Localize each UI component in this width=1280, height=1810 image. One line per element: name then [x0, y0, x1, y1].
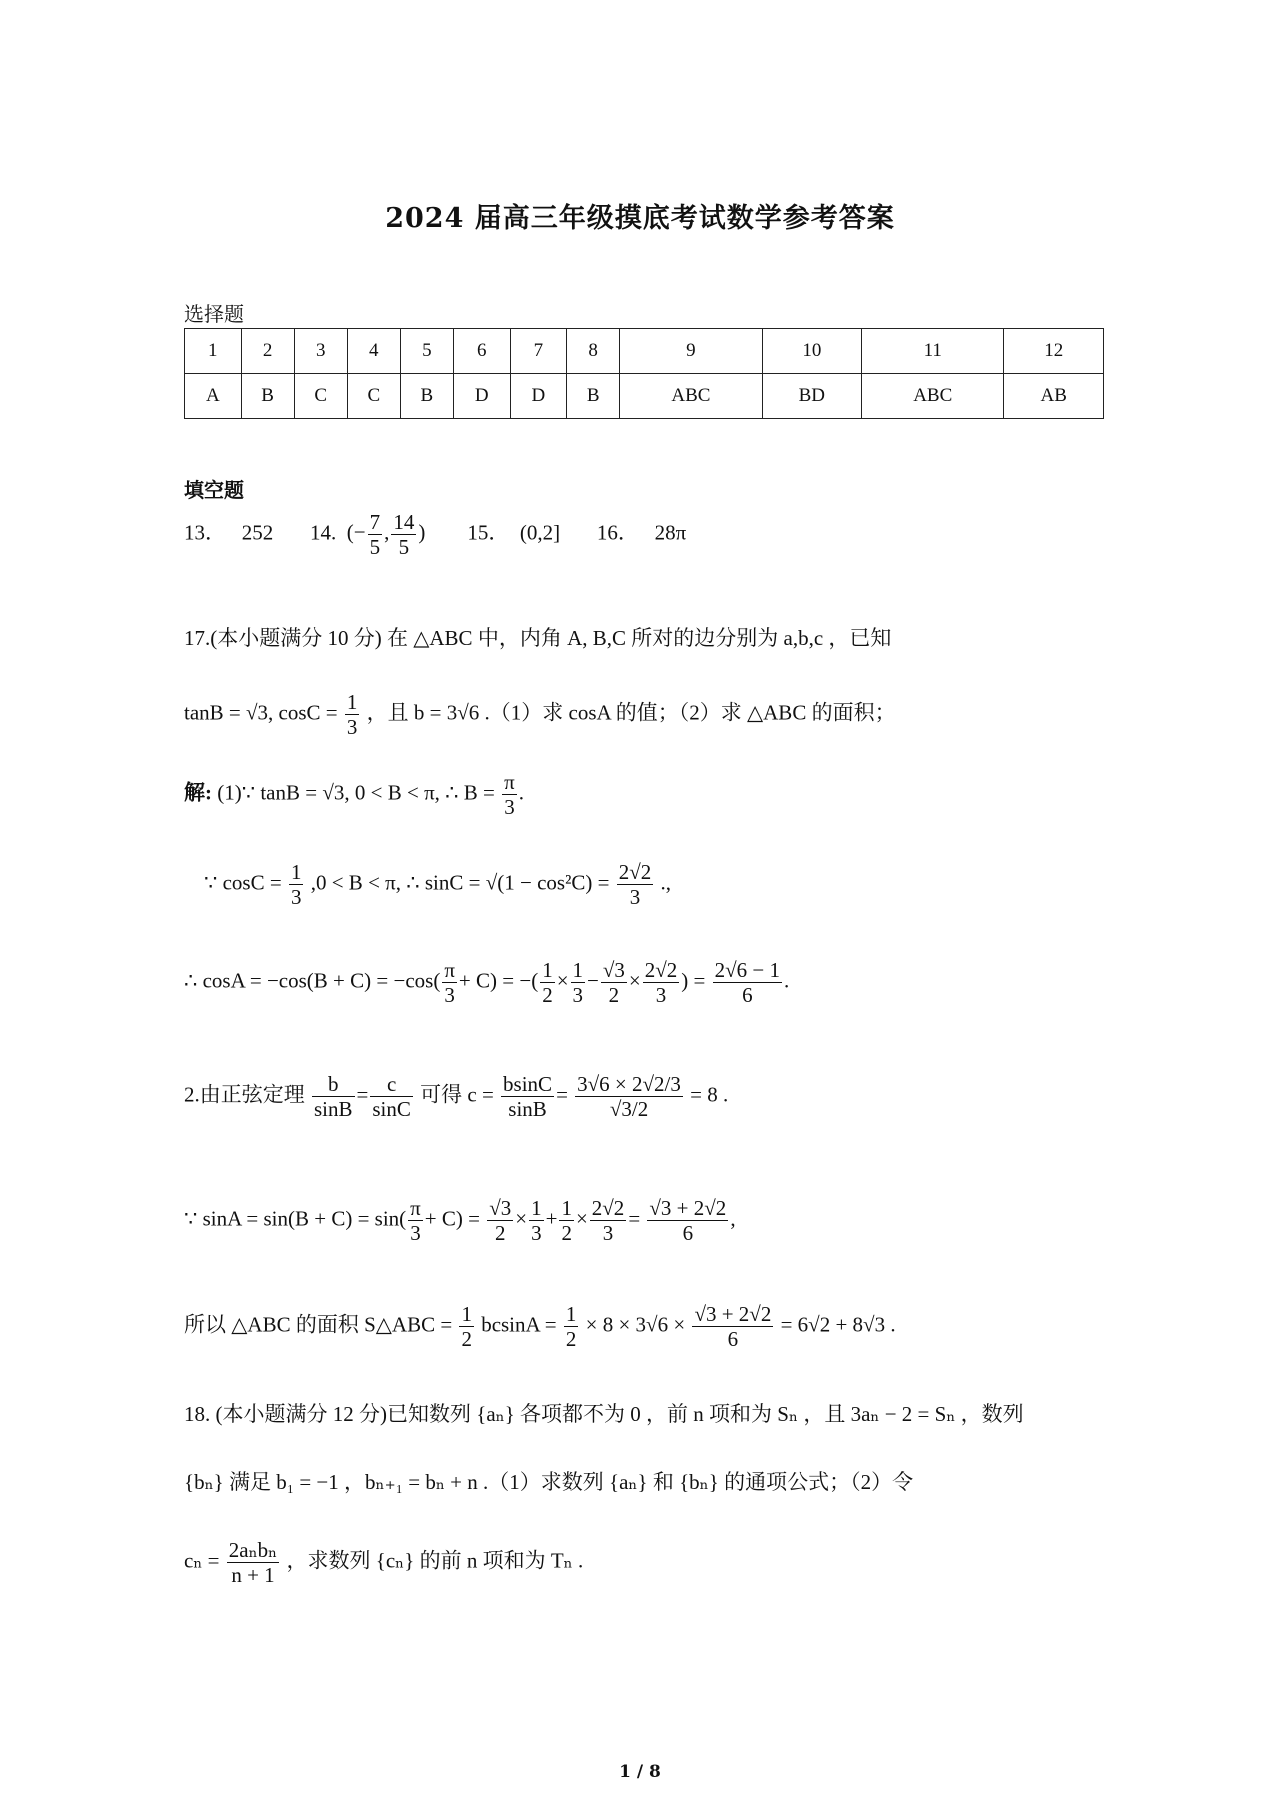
q14-number: 14. — [310, 520, 337, 545]
question-number-cell: 3 — [294, 329, 347, 374]
answer-cell: AB — [1004, 374, 1104, 419]
q17-stem-line2: tanB = √3, cosC = $\frac{1}{3}$ ，且 b = 3√6 .（1）求 cosA 的值；（2）求 △ABC 的面积； — [184, 690, 896, 740]
q13-answer: 252 — [241, 520, 274, 545]
q17-solution-line3: ∴ cosA = −cos(B + C) = −cos( $\frac{\pi}{3}$ + C) = −( $\frac{1}{2}$ × $\frac{1}{3}$ − $\frac{√3}{2}$ × $\frac{2√2}{3}$ ) = $\frac{2√6 - 1}{6}$ . — [184, 958, 790, 1008]
q18-stem-line2: {bₙ} 满足 b₁ = −1 ，bₙ₊₁ = bₙ + n .（1）求数列 {aₙ} 和 {bₙ} 的通项公式；（2）令 — [184, 1470, 914, 1494]
fill-answers — [184, 510, 686, 559]
question-number-cell: 11 — [862, 329, 1004, 374]
q14-answer: (− $\frac{7}{5}$ , $\frac{14}{5}$ ) — [346, 510, 426, 560]
solution-label: 解: — [184, 780, 212, 805]
q17-sinA-line: ∵ sinA = sin(B + C) = sin( $\frac{\pi}{3}$ + C) = $\frac{√3}{2}$ × $\frac{1}{3}$ + $\frac{1}{2}$ × $\frac{2√2}{3}$ = $\frac{√3 + 2√2}{6}$ , — [184, 1196, 736, 1246]
question-number-cell: 5 — [400, 329, 453, 374]
answer-number-row — [185, 329, 1104, 374]
q13-number: 13． — [184, 520, 226, 545]
q17-area-line: 所以 △ABC 的面积 S△ABC = $\frac{1}{2}$ bcsinA = $\frac{1}{2}$ × 8 × 3√6 × $\frac{√3 + 2√2}{6}$ = 6√2 + 8√3 . — [184, 1302, 896, 1352]
question-number-cell: 1 — [185, 329, 242, 374]
answer-key-row — [185, 374, 1104, 419]
question-number-cell: 10 — [762, 329, 861, 374]
q18-stem-line3: cₙ = $\frac{\text{2aₙbₙ}}{n + 1}$ ，求数列 {cₙ} 的前 n 项和为 Tₙ . — [184, 1538, 584, 1588]
answer-cell: D — [510, 374, 567, 419]
q15-answer: (0,2] — [519, 520, 561, 545]
q18-stem-line1: 18. (本小题满分 12 分)已知数列 {aₙ} 各项都不为 0 ，前 n 项和为 Sₙ ，且 3aₙ − 2 = Sₙ ，数列 — [184, 1402, 1024, 1426]
answer-cell: A — [185, 374, 242, 419]
q17-solution-line2: ∵ cosC = $\frac{1}{3}$ ,0 < B < π, ∴ sinC = √(1 − cos²C) = $\frac{2√2}{3}$ ., — [204, 860, 672, 910]
question-number-cell: 4 — [347, 329, 400, 374]
answer-cell: ABC — [620, 374, 762, 419]
question-number-cell: 6 — [453, 329, 510, 374]
fill-heading: 填空题 — [184, 478, 244, 502]
question-number-cell: 12 — [1004, 329, 1104, 374]
q15-number: 15． — [467, 520, 510, 545]
q16-answer: 28π — [654, 520, 687, 545]
answer-cell: C — [347, 374, 400, 419]
answer-cell: ABC — [862, 374, 1004, 419]
page-title: 2024 届高三年级摸底考试数学参考答案 — [385, 203, 895, 234]
q17-solution-line1: 解: (1)∵ tanB = √3, 0 < B < π, ∴ B = $\frac{\pi}{3}$ . — [184, 770, 524, 820]
answer-cell: D — [453, 374, 510, 419]
answer-cell: C — [294, 374, 347, 419]
answer-cell: BD — [762, 374, 861, 419]
choice-heading: 选择题 — [184, 302, 244, 326]
question-number-cell: 7 — [510, 329, 567, 374]
q17-stem-line1: 17.(本小题满分 10 分) 在 △ABC 中，内角 A, B,C 所对的边分别为 a,b,c ，已知 — [184, 626, 892, 650]
q17-part2-line: 2.由正弦定理 $\frac{b}{\sin B}$ = $\frac{c}{\sin C}$ 可得 c = $\frac{bsinC}{\sin B}$ = $\frac{3√6 \times 2√2/3}{√3/2}$ = 8 . — [184, 1072, 729, 1122]
question-number-cell: 8 — [567, 329, 620, 374]
answer-cell: B — [241, 374, 294, 419]
answer-cell: B — [567, 374, 620, 419]
question-number-cell: 9 — [620, 329, 762, 374]
answer-cell: B — [400, 374, 453, 419]
q16-number: 16． — [596, 520, 639, 545]
page-number: 1 / 8 — [619, 1762, 661, 1782]
answer-table — [184, 328, 1104, 419]
question-number-cell: 2 — [241, 329, 294, 374]
